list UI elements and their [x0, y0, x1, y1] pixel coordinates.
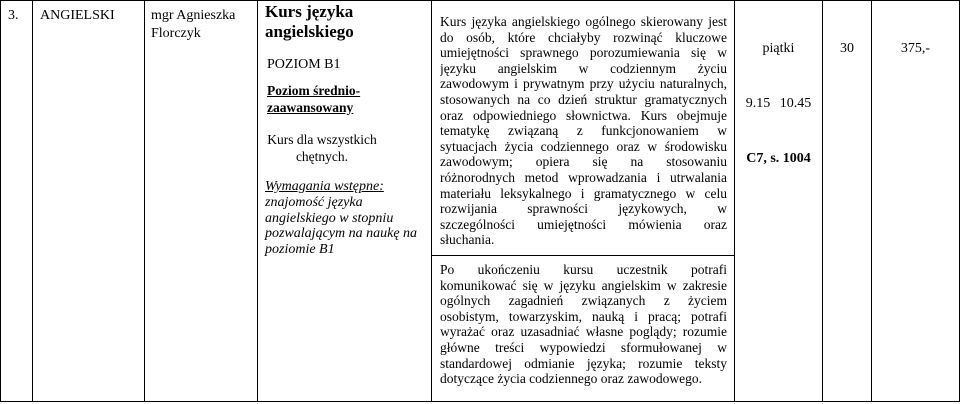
outcomes-line: dotyczące życia codziennego oraz zawodowego. — [440, 371, 702, 387]
outcomes-line: standardowej odmianie języka; rozumie teksty — [440, 355, 727, 371]
description-line: stosowanych na co dzień struktur gramatycznych — [440, 91, 727, 107]
level-code: POZIOM B1 — [267, 57, 341, 72]
level-name — [267, 83, 360, 116]
description-line: szczególności umiejętności mówienia oraz — [440, 216, 727, 232]
requirements-line: poziomie B1 — [265, 241, 335, 257]
cell-description — [432, 0, 735, 256]
teacher-name-line: Florczyk — [151, 26, 201, 41]
cell-number — [0, 0, 33, 402]
schedule-room: C7, s. 1004 — [746, 151, 811, 166]
description-line: tematykę związaną z funkcjonowaniem w — [440, 123, 727, 139]
teacher-name-line: mgr Agnieszka — [151, 8, 236, 23]
course-outcomes — [440, 262, 727, 387]
course-language: ANGIELSKI — [40, 8, 115, 23]
outcomes-line: komunikować się w języku angielskim w zakresie — [440, 277, 727, 293]
description-line: umiejętności sprawnego porozumiewania się w — [440, 45, 727, 61]
outcomes-line: główne treści wypowiedzi sformułowanej w — [440, 339, 727, 355]
cell-teacher — [145, 0, 258, 402]
course-number: 3. — [8, 8, 19, 23]
level-name-line: zaawansowany — [267, 99, 354, 115]
description-line: Kurs języka angielskiego ogólnego skierowany jest — [440, 14, 727, 29]
audience-line: chętnych. — [295, 149, 349, 164]
cell-schedule — [735, 0, 823, 402]
audience-line: Kurs dla wszystkich — [267, 132, 377, 147]
description-line: do osób, które chciałyby rozwinąć kluczowe — [440, 29, 727, 45]
description-line: sytuacjach życia codziennego oraz w środowisku — [440, 138, 727, 154]
outcomes-line: ogólnych zagadnień związanych z życiem — [440, 293, 727, 309]
description-line: języku angielskim w codziennym życiu — [440, 60, 727, 76]
cell-outcomes — [432, 256, 735, 402]
cell-hours — [823, 0, 872, 402]
schedule-day: piątki — [762, 41, 795, 56]
course-title-line: Kurs języka — [265, 2, 354, 21]
level-name-line: Poziom średnio- — [267, 83, 361, 98]
outcomes-line: wyrażać oraz uzasadniać własne poglądy; rozumie — [440, 324, 727, 340]
requirements-line: znajomość języka — [265, 195, 363, 210]
teacher-name — [151, 7, 235, 43]
outcomes-line: osobistym, towarzyskim, nauką i pracą; potrafi — [440, 308, 727, 324]
course-audience — [265, 131, 379, 165]
course-title — [265, 2, 354, 42]
cell-language — [33, 0, 145, 402]
requirements-line: angielskiego w stopniu — [265, 210, 394, 226]
requirements-text — [265, 195, 417, 257]
description-line: oraz odpowiedniego słownictwa. Kurs obejmuje — [440, 107, 727, 123]
cell-price — [872, 0, 960, 402]
cell-course-info — [258, 0, 432, 402]
requirements-label: Wymagania wstępne: — [265, 179, 384, 194]
description-line: różnorodnych metod wprowadzania i utrwalania — [440, 169, 727, 185]
schedule-time: 9.15 10.45 — [745, 96, 812, 111]
course-description — [440, 14, 727, 248]
course-title-line: angielskiego — [265, 22, 354, 41]
description-line: słuchania. — [440, 232, 495, 248]
description-line: zawodowym i prywatnym przy użyciu naturalnych, — [440, 76, 727, 92]
course-hours: 30 — [840, 41, 854, 56]
outcomes-line: Po ukończeniu kursu uczestnik potrafi — [440, 262, 727, 277]
course-price: 375,- — [900, 41, 931, 56]
description-line: zawodowym; opiera się na stosowaniu — [440, 154, 727, 170]
description-line: materiału leksykalnego i gramatycznego w celu — [440, 185, 727, 201]
requirements-line: pozwalającym na naukę na — [265, 226, 418, 241]
description-line: rozwijania sprawności językowych, w — [440, 201, 727, 217]
